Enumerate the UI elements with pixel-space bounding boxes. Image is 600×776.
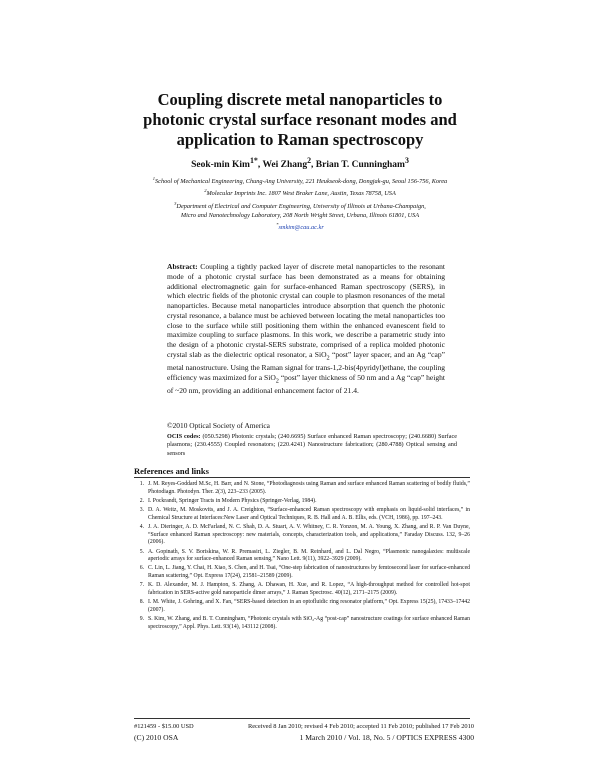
author-1-affil: 1* <box>249 156 258 165</box>
publication-dates: Received 8 Jan 2010; revised 4 Feb 2010; accepted 11 Feb 2010; published 17 Feb 2010 <box>247 723 474 730</box>
author-3: Brian T. Cunningham <box>315 160 405 171</box>
reference-item: 6. C. Lin, L. Jiang, Y. Chai, H. Xiao, S. Chen, and H. Tsai, “One-step fabrication of nanostructures by femtosecond laser for surface-enhanced Raman scattering,” Opt. Express 17(24), 21581–21589 (2009). <box>139 565 470 580</box>
affiliation-3: $^3$Department of Electrical and Computer Engineering, University of Illinois at Urbana-Champaign, <box>174 200 426 210</box>
title-line-3: application to Raman spectroscopy <box>176 130 424 149</box>
abstract-label: Abstract: <box>167 262 198 271</box>
title-line-2: photonic crystal surface resonant modes and <box>143 110 457 129</box>
references-heading: References and links <box>134 466 209 476</box>
paper-title <box>120 90 480 150</box>
abstract: Abstract: Coupling a tightly packed layer of discrete metal nanoparticles to the resonant mode of a photonic crystal surface has been demonstrated as a means for obtaining additional electromagnetic gain for surface-enhanced Raman spectroscopy (SERS), in which electric fields of the photonic crystal can couple to plasmon resonances of the metal nanoparticles. Because metal nanoparticles introduce absorption that quench the photonic crystal resonance, a balance must be achieved between locating the metal nanoparticles too close to the surface while still positioning them within the enhanced evanescent field to maximize coupling to surface plasmons. In this work, we describe a parametric study into the design of a photonic crystal-SERS substrate, comprised of a replica molded photonic crystal slab as the dielectric optical resonator, a SiO$_2$ “post” layer spacer, and an Ag “cap” metal nanostructure. Using the Raman signal for trans-1,2-bis(4pyridyl)ethane, the coupling efficiency was maximized for a SiO$_2$ “post” layer thickness of 50 nm and a Ag “cap” height of ~20 nm, providing an additional enhancement factor of 21.4. <box>167 262 445 395</box>
author-2: Wei Zhang <box>262 160 308 171</box>
footer-divider <box>134 718 470 719</box>
author-list: Seok-min Kim$^{1*}$, Wei Zhang$^2$, Brian T. Cunningham$^3$ <box>191 156 409 171</box>
reference-item: 1. J. M. Reyes-Goddard M.Sc, H. Barr, and N. Stone, “Photodiagnosis using Raman and surface enhanced Raman scattering of bodily fluids,” Photodiagn. Photodyn. Ther. 2(3), 223–233 (2005). <box>139 481 470 495</box>
reference-item: 3. D. A. Weitz, M. Moskovits, and J. A. Creighton, “Surface-enhanced Raman spectroscopy with emphasis on liquid-solid interfaces,” in Chemical Structure at Interfaces:New Laser and Optical Techniques, R. B. Hall and A. B. Ellis, eds. (VCH, 1986), pp. 197–243. <box>139 506 470 521</box>
author-2-affil: 2 <box>307 156 312 165</box>
affiliations <box>120 174 480 232</box>
reference-item: 9. S. Kim, W. Zhang, and B. T. Cunningham, “Photonic crystals with SiO₂-Ag “post-cap” nanostructure coatings for surface enhanced Raman spectroscopy,” Appl. Phys. Lett. 93(14), 143112 (2008). <box>139 616 470 630</box>
references-list <box>134 481 470 633</box>
ocis-text: (050.5298) Photonic crystals; (240.6695) Surface enhanced Raman spectroscopy; (240.6680) Surface plasmons; (230.4555) Coupled resonators; (220.4241) Nanostructure fabrication; (280.4788) Optical sensing and sensors <box>167 433 457 457</box>
reference-item: 8. I. M. White, J. Gohring, and X. Fan, “SERS-based detection in an optofluidic ring resonator platform,” Opt. Express 15(25), 17433–17442 (2007). <box>139 599 470 613</box>
osa-copyright: ©2010 Optical Society of America <box>167 421 270 430</box>
affiliation-2: $^2$Molecular Imprints Inc. 1807 West Braker Lane, Austin, Texas 78758, USA <box>204 188 396 198</box>
footer-copyright: (C) 2010 OSA <box>134 733 179 742</box>
email-link[interactable]: smkim@cau.ac.kr <box>278 224 324 232</box>
journal-citation: 1 March 2010 / Vol. 18, No. 5 / OPTICS EXPRESS 4300 <box>299 733 474 742</box>
affiliation-3-cont: Micro and Nanotechnology Laboratory, 208 North Wright Street, Urbana, Illinois 61801, USA <box>180 211 420 219</box>
author-1: Seok-min Kim <box>191 160 250 171</box>
reference-item: 2. I. Pockrandt, Springer Tracts in Modern Physics (Springer-Verlag, 1984). <box>139 497 317 504</box>
ocis-codes <box>167 433 457 458</box>
reference-item: 7. K. D. Alexander, M. J. Hampton, S. Zhang, A. Dhawan, H. Xue, and R. Lopez, “A high-throughput method for controlled hot-spot fabrication in SERS-active gold nanoparticle dimer arrays,” J. Raman Spectrosc. 40(12), 2171–2175 (2009). <box>139 582 470 597</box>
contact-email[interactable]: *smkim@cau.ac.kr <box>276 222 324 232</box>
author-3-affil: 3 <box>404 156 409 165</box>
affiliation-1: $^1$School of Mechanical Engineering, Chung-Ang University, 221 Heukseok-dong, Dongjak-gu, Seoul 156-756, Korea <box>152 176 448 186</box>
article-id-price: #121459 - $15.00 USD <box>134 723 194 730</box>
references-divider <box>134 477 470 478</box>
title-line-1: Coupling discrete metal nanoparticles to <box>157 90 443 109</box>
ocis-label: OCIS codes: <box>167 433 201 440</box>
reference-item: 4. J. A. Dieringer, A. D. McFarland, N. C. Shah, D. A. Stuart, A. V. Whitney, C. R. Yonzon, M. A. Young, X. Zhang, and R. P. Van Duyne, “Surface enhanced Raman spectroscopy: new materials, concepts, characterization tools, and applications,” Faraday Discuss. 132, 9–26 (2006). <box>139 523 470 546</box>
reference-item: 5. A. Gopinath, S. V. Boriskina, W. R. Premasiri, L. Ziegler, B. M. Reinhard, and L. Dal Negro, “Plasmonic nanogalaxies: multiscale aperiodic arrays for surface-enhanced Raman sensing,” Nano Lett. 9(11), 3922–3929 (2009). <box>139 548 470 563</box>
